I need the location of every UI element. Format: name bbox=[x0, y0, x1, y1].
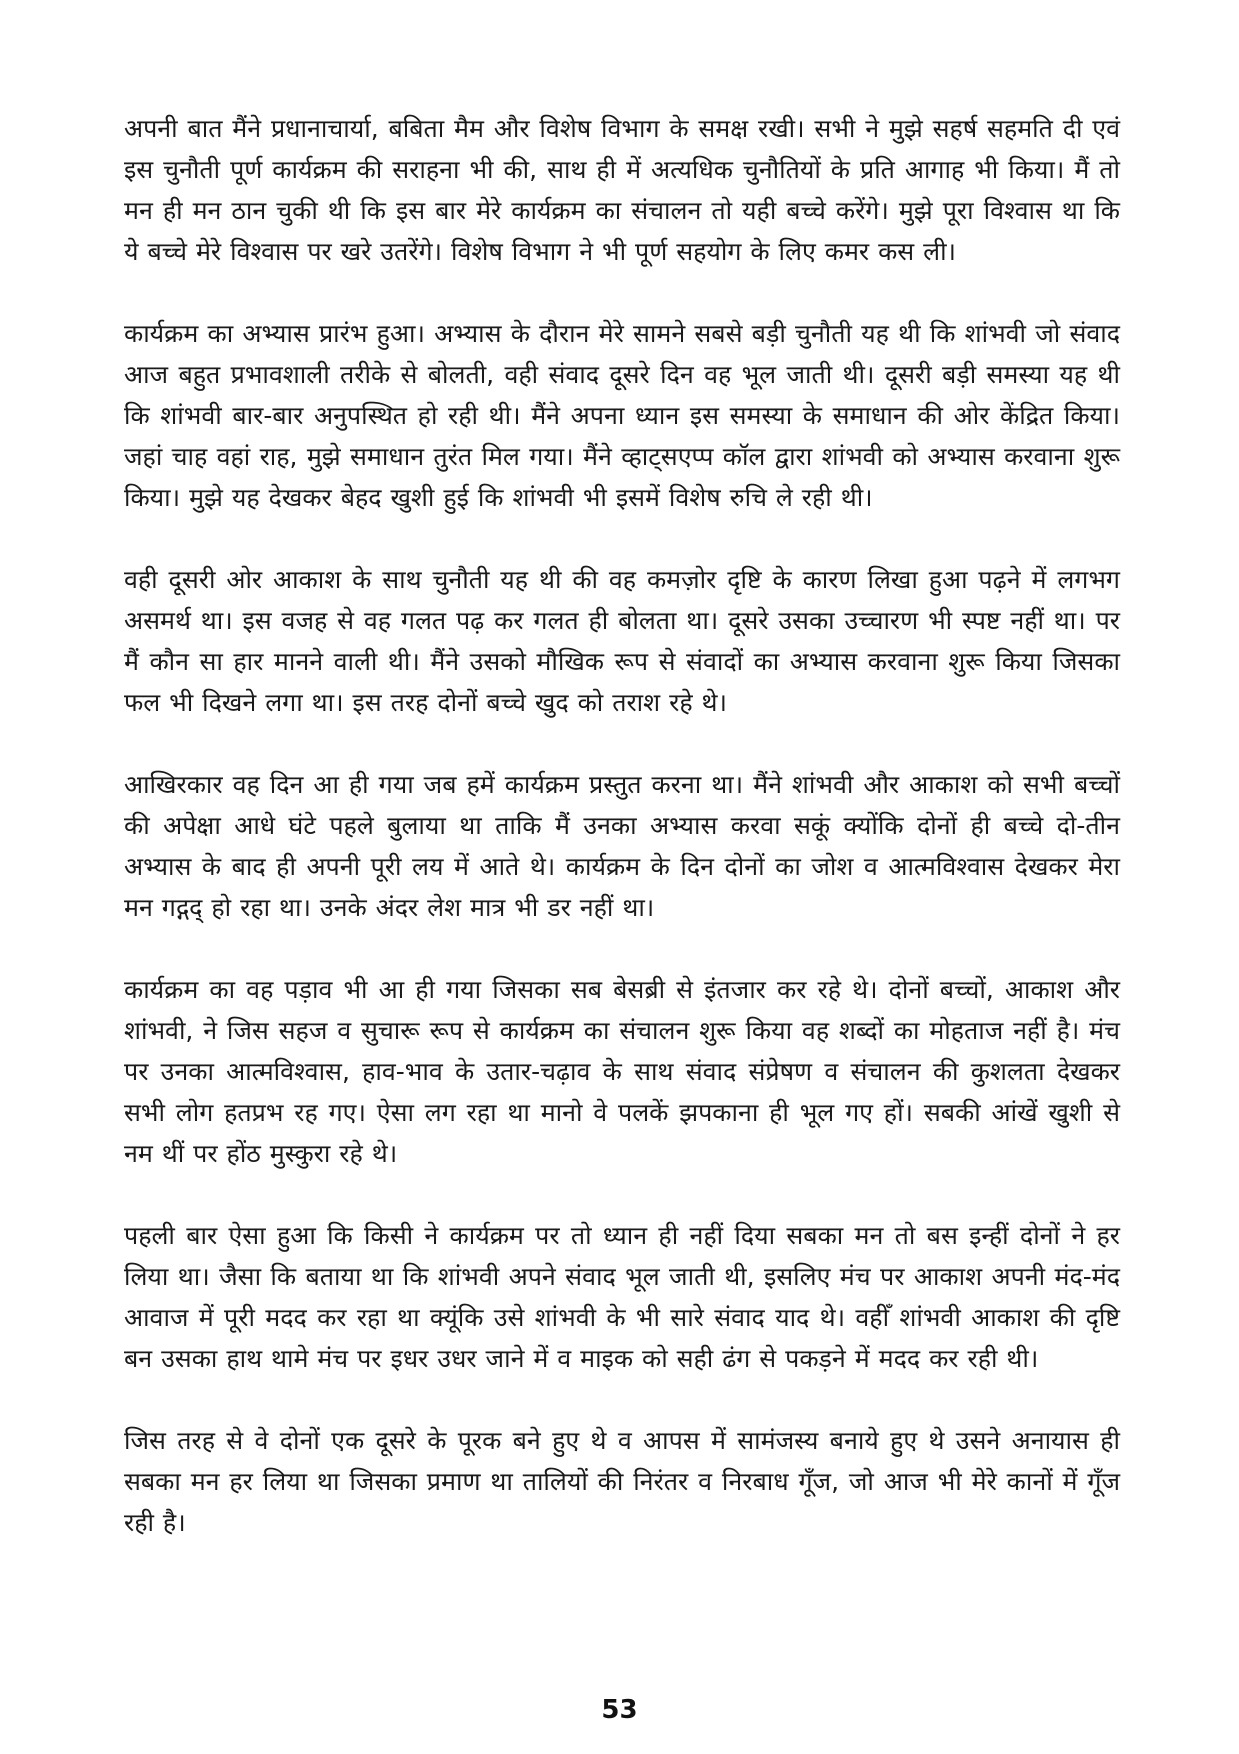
paragraph-2: कार्यक्रम का अभ्यास प्रारंभ हुआ। अभ्यास के दौरान मेरे सामने सबसे बड़ी चुनौती यह थी कि शांभवी जो संवाद आज बहुत प्रभावशाली तरीके से बोलती, वही संवाद दूसरे दिन वह भूल जाती थी। दूसरी बड़ी समस्या यह थी कि शांभवी बार-बार अनुपस्थित हो रही थी। मैंने अपना ध्यान इस समस्या के समाधान की ओर केंद्रित किया। जहां चाह वहां राह, मुझे समाधान तुरंत मिल गया। मैंने व्हाट्सएप्प कॉल द्वारा शांभवी को अभ्यास करवाना शुरू किया। मुझे यह देखकर बेहद खुशी हुई कि शांभवी भी इसमें विशेष रुचि ले रही थी। bbox=[124, 319, 1120, 512]
paragraph-7: जिस तरह से वे दोनों एक दूसरे के पूरक बने हुए थे व आपस में सामंजस्य बनाये हुए थे उसने अनायास ही सबका मन हर लिया था जिसका प्रमाण था तालियों की निरंतर व निरबाध गूँज, जो आज भी मेरे कानों में गूँज रही है। bbox=[124, 1426, 1120, 1537]
page-number: 53 bbox=[601, 1695, 638, 1725]
document-body bbox=[124, 108, 1120, 1584]
paragraph-4: आखिरकार वह दिन आ ही गया जब हमें कार्यक्रम प्रस्तुत करना था। मैंने शांभवी और आकाश को सभी बच्चों की अपेक्षा आधे घंटे पहले बुलाया था ताकि मैं उनका अभ्यास करवा सकूं क्योंकि दोनों ही बच्चे दो-तीन अभ्यास के बाद ही अपनी पूरी लय में आते थे। कार्यक्रम के दिन दोनों का जोश व आत्मविश्वास देखकर मेरा मन गद्गद् हो रहा था। उनके अंदर लेश मात्र भी डर नहीं था। bbox=[124, 770, 1120, 922]
paragraph-1: अपनी बात मैंने प्रधानाचार्या, बबिता मैम और विशेष विभाग के समक्ष रखी। सभी ने मुझे सहर्ष सहमति दी एवं इस चुनौती पूर्ण कार्यक्रम की सराहना भी की, साथ ही में अत्यधिक चुनौतियों के प्रति आगाह भी किया। मैं तो मन ही मन ठान चुकी थी कि इस बार मेरे कार्यक्रम का संचालन तो यही बच्चे करेंगे। मुझे पूरा विश्वास था कि ये बच्चे मेरे विश्वास पर खरे उतरेंगे। विशेष विभाग ने भी पूर्ण सहयोग के लिए कमर कस ली। bbox=[124, 114, 1120, 266]
paragraph-5: कार्यक्रम का वह पड़ाव भी आ ही गया जिसका सब बेसब्री से इंतजार कर रहे थे। दोनों बच्चों, आकाश और शांभवी, ने जिस सहज व सुचारू रूप से कार्यक्रम का संचालन शुरू किया वह शब्दों का मोहताज नहीं है। मंच पर उनका आत्मविश्वास, हाव-भाव के उतार-चढ़ाव के साथ संवाद संप्रेषण व संचालन की कुशलता देखकर सभी लोग हतप्रभ रह गए। ऐसा लग रहा था मानो वे पलकें झपकाना ही भूल गए हों। सबकी आंखें खुशी से नम थीं पर होंठ मुस्कुरा रहे थे। bbox=[124, 975, 1120, 1168]
paragraph-3: वही दूसरी ओर आकाश के साथ चुनौती यह थी की वह कमज़ोर दृष्टि के कारण लिखा हुआ पढ़ने में लगभग असमर्थ था। इस वजह से वह गलत पढ़ कर गलत ही बोलता था। दूसरे उसका उच्चारण भी स्पष्ट नहीं था। पर मैं कौन सा हार मानने वाली थी। मैंने उसको मौखिक रूप से संवादों का अभ्यास करवाना शुरू किया जिसका फल भी दिखने लगा था। इस तरह दोनों बच्चे खुद को तराश रहे थे। bbox=[124, 565, 1120, 717]
paragraph-6: पहली बार ऐसा हुआ कि किसी ने कार्यक्रम पर तो ध्यान ही नहीं दिया सबका मन तो बस इन्हीं दोनों ने हर लिया था। जैसा कि बताया था कि शांभवी अपने संवाद भूल जाती थी, इसलिए मंच पर आकाश अपनी मंद-मंद आवाज में पूरी मदद कर रहा था क्यूंकि उसे शांभवी के भी सारे संवाद याद थे। वहीँ शांभवी आकाश की दृष्टि बन उसका हाथ थामे मंच पर इधर उधर जाने में व माइक को सही ढंग से पकड़ने में मदद कर रही थी। bbox=[124, 1221, 1120, 1373]
